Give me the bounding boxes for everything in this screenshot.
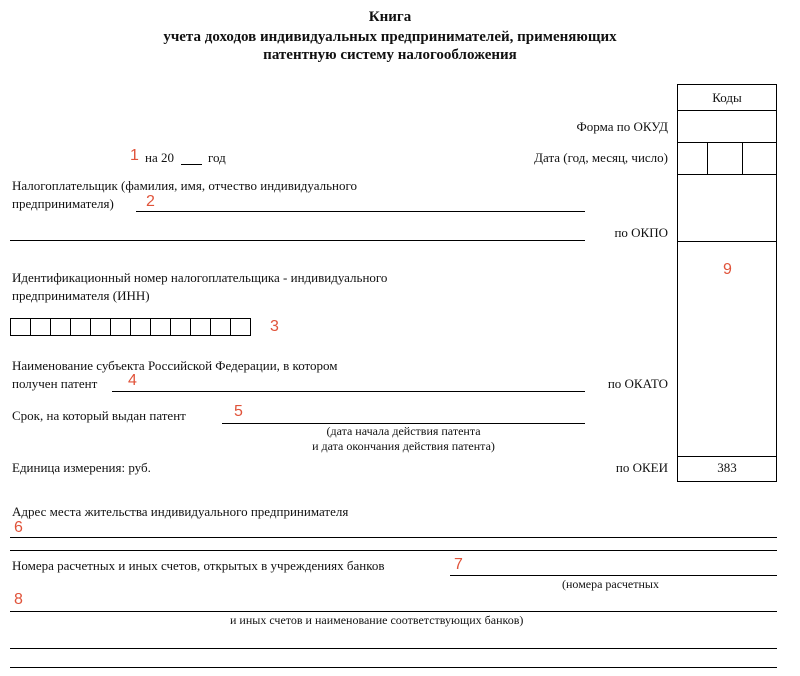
book-title: Книга bbox=[368, 9, 412, 25]
codes-divider-okpo bbox=[677, 241, 777, 242]
codes-divider-okud bbox=[677, 142, 777, 143]
inn-cell[interactable] bbox=[150, 318, 171, 336]
address-label: Адрес места жительства индивидуального предпринимателя bbox=[12, 504, 349, 519]
taxpayer-name-field-continued[interactable] bbox=[10, 240, 585, 241]
year-field[interactable] bbox=[181, 164, 202, 165]
inn-label-line1: Идентификационный номер налогоплательщика - индивидуального bbox=[12, 270, 388, 285]
inn-cells[interactable] bbox=[10, 318, 250, 336]
inn-cell[interactable] bbox=[30, 318, 51, 336]
okei-label: по ОКЕИ bbox=[615, 460, 668, 475]
taxpayer-label-line1: Налогоплательщик (фамилия, имя, отчество индивидуального bbox=[12, 178, 358, 193]
marker-8: 8 bbox=[14, 591, 23, 608]
marker-2: 2 bbox=[146, 193, 155, 210]
inn-label-line2: предпринимателя (ИНН) bbox=[12, 288, 150, 303]
term-label: Срок, на который выдан патент bbox=[12, 408, 186, 423]
inn-cell[interactable] bbox=[190, 318, 211, 336]
year-suffix: год bbox=[208, 150, 226, 165]
codes-divider-okato bbox=[677, 456, 777, 457]
date-label: Дата (год, месяц, число) bbox=[534, 150, 668, 165]
marker-3: 3 bbox=[270, 318, 279, 335]
inn-cell[interactable] bbox=[50, 318, 71, 336]
inn-cell[interactable] bbox=[90, 318, 111, 336]
codes-box bbox=[677, 84, 777, 482]
accounts-field[interactable] bbox=[450, 575, 777, 576]
codes-divider-header bbox=[677, 110, 777, 111]
codes-divider-date bbox=[677, 174, 777, 175]
marker-6: 6 bbox=[14, 519, 23, 536]
inn-cell[interactable] bbox=[170, 318, 191, 336]
accounts-hint-line2: и иных счетов и наименование соответствующих банков) bbox=[230, 613, 524, 627]
marker-1: 1 bbox=[130, 147, 139, 164]
codes-header: Коды bbox=[712, 90, 742, 105]
marker-5: 5 bbox=[234, 403, 243, 420]
accounts-top-rule bbox=[10, 550, 777, 551]
unit-label: Единица измерения: руб. bbox=[12, 460, 151, 475]
address-field[interactable] bbox=[10, 537, 777, 538]
term-hint-line1: (дата начала действия патента bbox=[326, 424, 481, 438]
inn-cell[interactable] bbox=[130, 318, 151, 336]
region-label-line2: получен патент bbox=[12, 376, 98, 391]
accounts-hint-line1: (номера расчетных bbox=[562, 577, 659, 591]
inn-cell[interactable] bbox=[10, 318, 31, 336]
region-field[interactable] bbox=[112, 391, 585, 392]
okpo-label: по ОКПО bbox=[614, 225, 668, 240]
inn-cell[interactable] bbox=[210, 318, 231, 336]
year-prefix: на 20 bbox=[145, 150, 174, 165]
okei-code-value[interactable]: 383 bbox=[717, 460, 737, 475]
marker-9: 9 bbox=[723, 261, 732, 278]
accounts-field-line-4[interactable] bbox=[10, 667, 777, 668]
date-cell-divider-1 bbox=[707, 142, 708, 174]
taxpayer-name-field[interactable] bbox=[136, 211, 585, 212]
date-cell-divider-2 bbox=[742, 142, 743, 174]
inn-cell[interactable] bbox=[110, 318, 131, 336]
accounts-label: Номера расчетных и иных счетов, открытых в учреждениях банков bbox=[12, 558, 385, 573]
accounts-field-continued[interactable] bbox=[10, 611, 777, 612]
marker-4: 4 bbox=[128, 372, 137, 389]
inn-cell[interactable] bbox=[70, 318, 91, 336]
marker-7: 7 bbox=[454, 556, 463, 573]
taxpayer-label-line2: предпринимателя) bbox=[12, 196, 114, 211]
term-hint-line2: и дата окончания действия патента) bbox=[312, 439, 495, 453]
book-subtitle-line1: учета доходов индивидуальных предпринимателей, применяющих bbox=[163, 29, 617, 45]
book-subtitle-line2: патентную систему налогообложения bbox=[263, 47, 517, 63]
inn-cell[interactable] bbox=[230, 318, 251, 336]
accounts-field-line-3[interactable] bbox=[10, 648, 777, 649]
okato-label: по ОКАТО bbox=[607, 376, 668, 391]
region-label-line1: Наименование субъекта Российской Федерации, в котором bbox=[12, 358, 338, 373]
okud-label: Форма по ОКУД bbox=[576, 119, 668, 134]
